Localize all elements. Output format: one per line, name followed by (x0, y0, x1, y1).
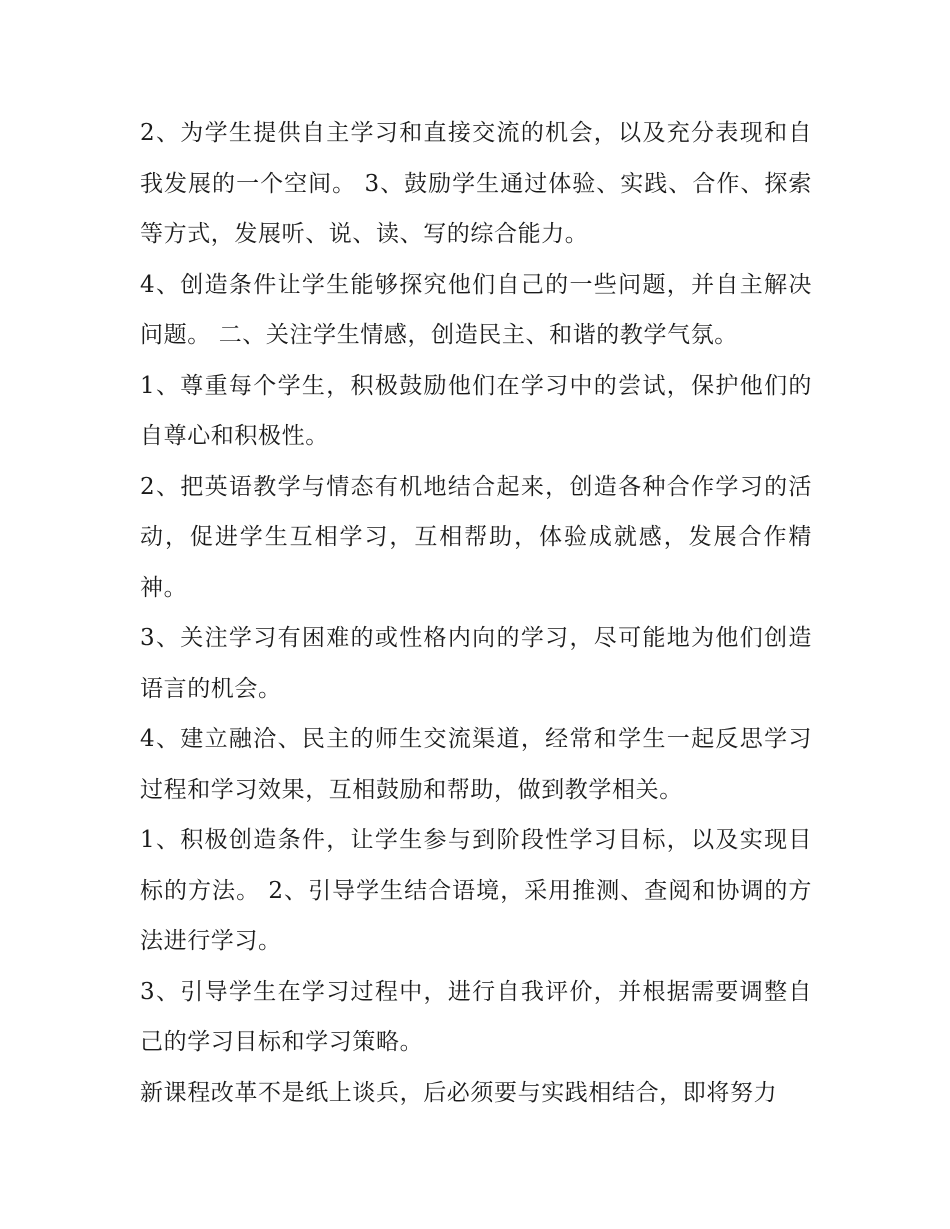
paragraph-9: 新课程改革不是纸上谈兵，后必须要与实践相结合，即将努力 (140, 1079, 778, 1106)
paragraph-4: 2、把英语教学与情态有机地结合起来，创造各种合作学习的活动，促进学生互相学习，互相帮助，体验成就感，发展合作精神。 (140, 473, 812, 601)
paragraph-6: 4、建立融洽、民主的师生交流渠道，经常和学生一起反思学习过程和学习效果，互相鼓励和帮助，做到教学相关。 (140, 726, 812, 803)
document-body (140, 108, 812, 1118)
paragraph-1: 2、为学生提供自主学习和直接交流的机会，以及充分表现和自我发展的一个空间。 3、鼓励学生通过体验、实践、合作、探索等方式，发展听、说、读、写的综合能力。 (140, 120, 812, 247)
paragraph-7: 1、积极创造条件，让学生参与到阶段性学习目标，以及实现目标的方法。 2、引导学生结合语境，采用推测、查阅和协调的方法进行学习。 (140, 827, 812, 954)
paragraph-2: 4、创造条件让学生能够探究他们自己的一些问题，并自主解决问题。 二、关注学生情感，创造民主、和谐的教学气氛。 (140, 271, 812, 348)
paragraph-8: 3、引导学生在学习过程中，进行自我评价，并根据需要调整自己的学习目标和学习策略。 (140, 978, 812, 1055)
paragraph-5: 3、关注学习有困难的或性格内向的学习，尽可能地为他们创造语言的机会。 (140, 625, 812, 702)
paragraph-3: 1、尊重每个学生，积极鼓励他们在学习中的尝试，保护他们的自尊心和积极性。 (140, 372, 812, 449)
